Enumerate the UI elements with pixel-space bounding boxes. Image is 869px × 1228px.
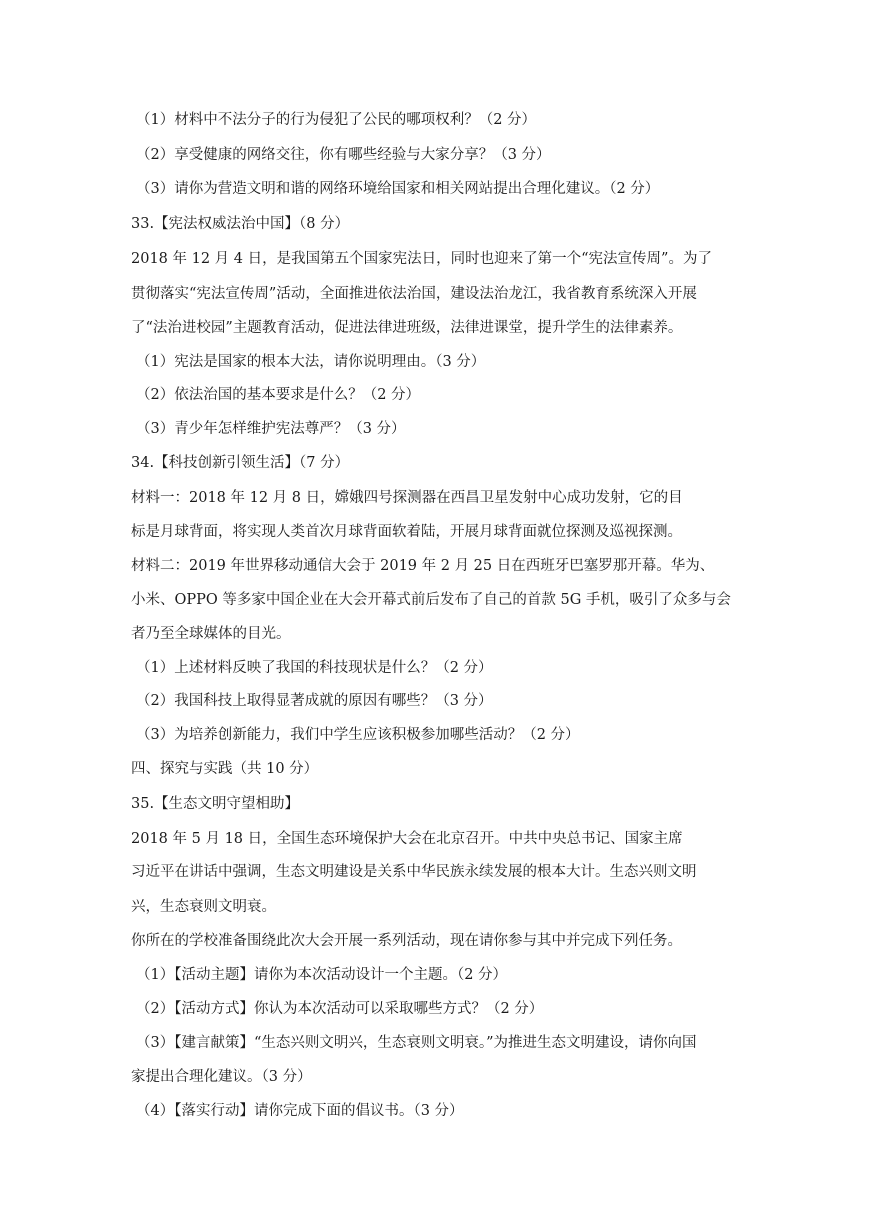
question-34-1: （1）上述材料反映了我国的科技现状是什么？（2 分） <box>136 660 493 676</box>
question-35-4: （4）【落实行动】请你完成下面的倡议书。（3 分） <box>136 1103 464 1119</box>
question-35-heading: 35.【生态文明守望相助】 <box>131 796 300 812</box>
material-text: 2018 年 12 月 4 日，是我国第五个国家宪法日，同时也迎来了第一个“宪法宣传周”。为了 <box>131 251 712 267</box>
material-two: 材料二：2019 年世界移动通信大会于 2019 年 2 月 25 日在西班牙巴塞罗那开幕。华为、 <box>131 558 715 574</box>
question-34-3: （3）为培养创新能力，我们中学生应该积极参加哪些活动？（2 分） <box>136 727 580 743</box>
question-34-heading: 34.【科技创新引领生活】（7 分） <box>131 455 350 471</box>
material-text: 2018 年 5 月 18 日，全国生态环境保护大会在北京召开。中共中央总书记、国家主席 <box>131 831 683 847</box>
material-one: 标是月球背面，将实现人类首次月球背面软着陆，开展月球背面就位探测及巡视探测。 <box>131 524 682 540</box>
question-35-1: （1）【活动主题】请你为本次活动设计一个主题。（2 分） <box>136 967 508 983</box>
material-text: 习近平在讲话中强调，生态文明建设是关系中华民族永续发展的根本大计。生态兴则文明 <box>131 864 697 880</box>
material-text: 贯彻落实“宪法宣传周”活动，全面推进依法治国，建设法治龙江，我省教育系统深入开展 <box>131 286 697 302</box>
question-33-3: （3）青少年怎样维护宪法尊严？（3 分） <box>136 421 406 437</box>
question-35-2: （2）【活动方式】你认为本次活动可以采取哪些方式？（2 分） <box>136 1001 544 1017</box>
question-32-3: （3）请你为营造文明和谐的网络环境给国家和相关网站提出合理化建议。（2 分） <box>136 181 660 197</box>
question-32-1: （1）材料中不法分子的行为侵犯了公民的哪项权利？（2 分） <box>136 112 537 128</box>
question-33-2: （2）依法治国的基本要求是什么？（2 分） <box>136 387 421 403</box>
section-four-heading: 四、探究与实践（共 10 分） <box>131 761 319 777</box>
material-text: 兴，生态衰则文明衰。 <box>131 899 276 915</box>
question-35-3-continued: 家提出合理化建议。（3 分） <box>131 1069 312 1085</box>
task-intro: 你所在的学校准备围绕此次大会开展一系列活动，现在请你参与其中并完成下列任务。 <box>131 933 682 949</box>
question-34-2: （2）我国科技上取得显著成就的原因有哪些？（3 分） <box>136 693 493 709</box>
material-two: 小米、OPPO 等多家中国企业在大会开幕式前后发布了自己的首款 5G 手机，吸引了众多与会 <box>131 592 731 608</box>
material-one: 材料一：2018 年 12 月 8 日，嫦娥四号探测器在西昌卫星发射中心成功发射，它的目 <box>131 490 683 506</box>
material-two: 者乃至全球媒体的目光。 <box>131 626 291 642</box>
question-32-2: （2）享受健康的网络交往，你有哪些经验与大家分享？（3 分） <box>136 147 551 163</box>
question-33-heading: 33.【宪法权威法治中国】（8 分） <box>131 216 350 232</box>
question-35-3: （3）【建言献策】“生态兴则文明兴，生态衰则文明衰。”为推进生态文明建设，请你向国 <box>136 1035 697 1051</box>
question-33-1: （1）宪法是国家的根本大法，请你说明理由。（3 分） <box>136 354 486 370</box>
material-text: 了“法治进校园”主题教育活动，促进法律进班级，法律进课堂，提升学生的法律素养。 <box>131 320 683 336</box>
